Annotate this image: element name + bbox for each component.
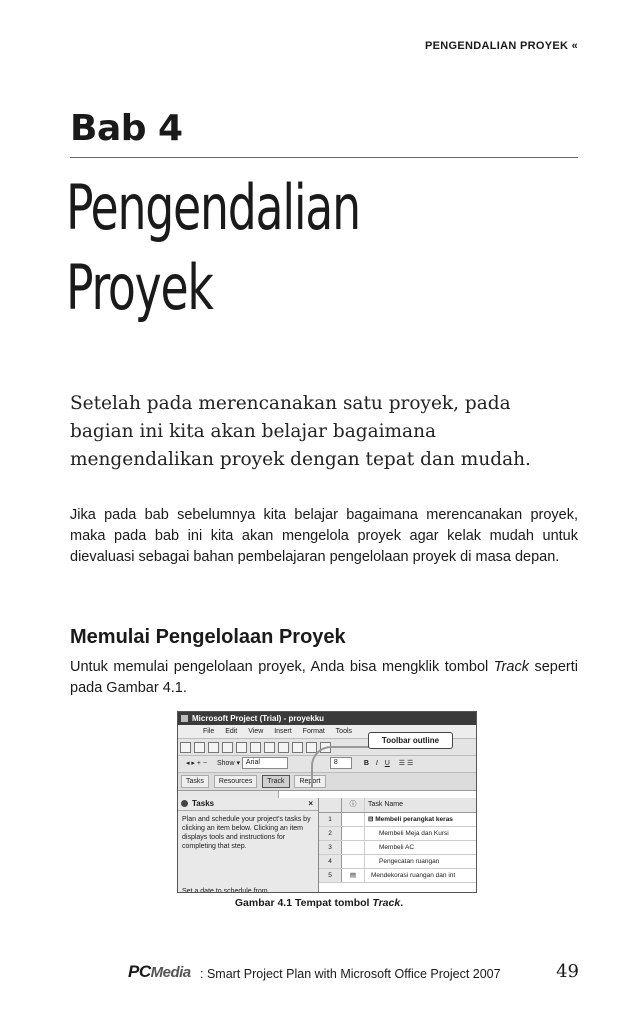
indicator-cell <box>342 813 365 826</box>
running-head: PENGENDALIAN PROYEK « <box>425 40 578 52</box>
task-name-header: Task Name <box>368 801 404 808</box>
arrow-left-icon[interactable]: ◂ <box>185 760 190 767</box>
window-title: Microsoft Project (Trial) - proyekku <box>192 714 325 723</box>
paste-icon[interactable] <box>292 742 303 753</box>
footer-book-title: : Smart Project Plan with Microsoft Office Project 2007 <box>200 967 501 981</box>
tasks-pane-text: Plan and schedule your project's tasks by clicking an item below. Clicking an item displays tools and instructions for completing that step. <box>182 816 311 850</box>
track-term: Track <box>493 659 529 675</box>
schedule-link[interactable]: Set a date to schedule from <box>182 888 268 893</box>
font-size-select[interactable]: 8 <box>330 757 352 769</box>
chapter-lead: Setelah pada merencanakan satu proyek, pada bagian ini kita akan belajar bagaimana mengendalikan proyek dengan tepat dan mudah. <box>70 393 531 470</box>
table-row[interactable] <box>319 855 476 869</box>
section-paragraph <box>70 657 578 699</box>
logo-pc: PC <box>128 962 151 981</box>
menu-format[interactable]: Format <box>302 728 325 735</box>
note-icon: ▤ <box>342 869 365 882</box>
chapter-title-line2: Proyek <box>66 251 213 324</box>
caption-prefix: Gambar 4.1 Tempat tombol <box>234 897 373 909</box>
menu-insert[interactable]: Insert <box>274 728 292 735</box>
font-select[interactable]: Arial <box>242 757 288 769</box>
gantt-table <box>319 798 476 892</box>
report-button[interactable]: Report <box>294 775 325 788</box>
row-number: 1 <box>319 813 342 826</box>
logo-media: Media <box>150 964 191 981</box>
task-name: Mendekorasi ruangan dan int <box>371 872 456 879</box>
print-icon[interactable] <box>222 742 233 753</box>
menu-view[interactable]: View <box>248 728 264 735</box>
minus-icon[interactable]: − <box>202 760 208 767</box>
show-menu[interactable]: Show ▾ <box>216 760 240 767</box>
chapter-title <box>66 168 360 328</box>
indicator-cell <box>342 841 365 854</box>
task-name: Membeli Meja dan Kursi <box>379 830 449 837</box>
task-name: Pengecatan ruangan <box>379 858 440 865</box>
tasks-pane-title: Tasks <box>192 799 215 808</box>
copy-icon[interactable] <box>278 742 289 753</box>
figure-workspace <box>178 798 476 892</box>
chapter-label: Bab 4 <box>70 108 183 149</box>
caption-suffix: . <box>400 897 404 909</box>
show-label: Show <box>216 760 235 767</box>
table-row[interactable] <box>319 869 476 883</box>
tasks-pane-header <box>178 798 318 811</box>
indicator-cell <box>342 827 365 840</box>
section-text-before: Untuk memulai pengelolaan proyek, Anda bisa mengklik tombol <box>70 659 494 675</box>
cut-icon[interactable] <box>264 742 275 753</box>
figure-screenshot <box>177 711 477 893</box>
format-painter-icon[interactable] <box>306 742 317 753</box>
tasks-pane <box>178 798 319 892</box>
app-icon <box>181 715 188 722</box>
toolbar-outline-callout: Toolbar outline <box>368 732 453 749</box>
caption-italic: Track <box>372 897 401 909</box>
menu-tools[interactable]: Tools <box>335 728 353 735</box>
plus-icon[interactable]: + <box>196 760 201 767</box>
arrow-right-icon[interactable]: ▸ <box>191 760 195 767</box>
chapter-rule <box>70 157 578 158</box>
table-row[interactable] <box>319 841 476 855</box>
open-icon[interactable] <box>194 742 205 753</box>
back-icon[interactable] <box>181 800 188 807</box>
row-number: 4 <box>319 855 342 868</box>
save-icon[interactable] <box>208 742 219 753</box>
align-center-icon[interactable]: ☰ <box>407 760 414 767</box>
underline-button[interactable]: U <box>384 760 390 767</box>
row-number: 2 <box>319 827 342 840</box>
indicator-cell <box>342 855 365 868</box>
task-name: Membeli AC <box>379 844 415 851</box>
chapter-title-line1: Pengendalian <box>66 171 360 244</box>
figure-caption <box>0 897 638 909</box>
row-number: 3 <box>319 841 342 854</box>
row-number-header <box>319 798 342 812</box>
resources-button[interactable]: Resources <box>214 775 257 788</box>
bold-button[interactable]: B <box>363 760 369 767</box>
italic-button[interactable]: I <box>375 760 378 767</box>
close-icon[interactable]: × <box>308 799 313 808</box>
tasks-button[interactable]: Tasks <box>181 775 209 788</box>
pcmedia-logo <box>128 962 191 982</box>
menu-file[interactable]: File <box>202 728 215 735</box>
section-text-after: seperti pada Gambar 4.1. <box>70 659 578 696</box>
page-number: 49 <box>556 961 579 982</box>
window-titlebar <box>178 712 476 725</box>
intro-paragraph: Jika pada bab sebelumnya kita belajar bagaimana merencanakan proyek, maka pada bab ini kita akan mengelola proyek agar kelak mudah untuk dievaluasi sebagai bahan pembelajaran pengelolaan proyek di masa depan. <box>70 507 578 565</box>
info-icon: ⓘ <box>342 798 365 812</box>
table-header <box>319 798 476 813</box>
menu-edit[interactable]: Edit <box>225 728 238 735</box>
align-left-icon[interactable]: ☰ <box>398 760 406 767</box>
table-row[interactable] <box>319 813 476 827</box>
section-heading: Memulai Pengelolaan Proyek <box>70 626 346 648</box>
spelling-icon[interactable] <box>250 742 261 753</box>
table-row[interactable] <box>319 827 476 841</box>
track-button[interactable]: Track <box>262 775 289 788</box>
new-icon[interactable] <box>180 742 191 753</box>
row-number: 5 <box>319 869 342 882</box>
task-name: ⊟ Membeli perangkat keras <box>368 816 453 823</box>
preview-icon[interactable] <box>236 742 247 753</box>
callout-pointer <box>311 746 373 788</box>
